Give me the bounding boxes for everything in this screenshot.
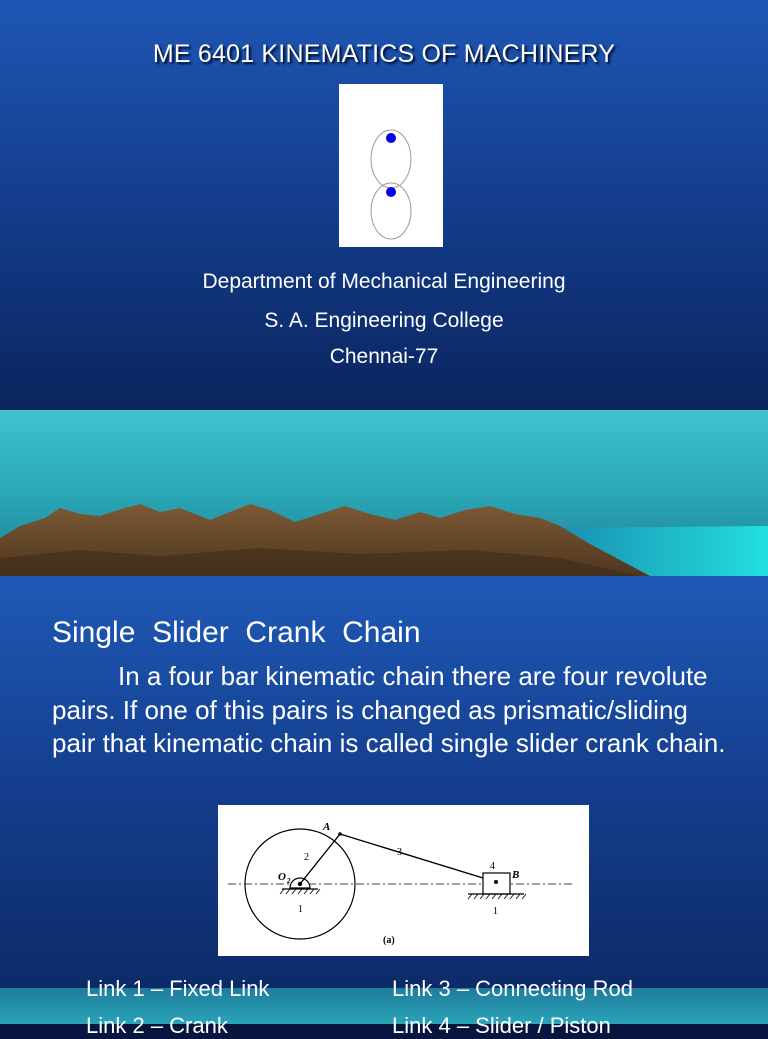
city-name: Chennai-77 bbox=[329, 345, 439, 368]
link-4-number: 4 bbox=[490, 861, 495, 872]
point-b-label: B bbox=[512, 869, 520, 881]
college-name: S. A. Engineering College bbox=[264, 309, 504, 332]
oscillating-cams-illustration bbox=[339, 84, 443, 247]
slider-crank-figure bbox=[218, 805, 589, 956]
body-paragraph: In a four bar kinematic chain there are four revolute pairs. If one of this pairs is changed as prismatic/sliding pair that kinematic chain is called single slider crank chain. bbox=[52, 661, 726, 758]
slide-body-text bbox=[52, 660, 732, 761]
course-title: ME 6401 KINEMATICS OF MACHINERY bbox=[152, 40, 616, 68]
mountain-range-icon bbox=[0, 500, 768, 576]
ground-1-right-number: 1 bbox=[493, 906, 498, 917]
pivot-o-subscript: 2 bbox=[287, 877, 291, 885]
link-4-label: Link 4 – Slider / Piston bbox=[392, 1013, 611, 1038]
figure-caption: (a) bbox=[383, 935, 395, 946]
pivot-o-label: O bbox=[278, 871, 286, 883]
link-3-number: 3 bbox=[397, 847, 402, 858]
link-3-label: Link 3 – Connecting Rod bbox=[392, 976, 633, 1001]
two-ellipses-icon bbox=[339, 84, 443, 247]
link-2-label: Link 2 – Crank bbox=[86, 1013, 228, 1038]
point-a-label: A bbox=[323, 821, 331, 833]
department-name: Department of Mechanical Engineering bbox=[202, 270, 566, 293]
slide-slider-crank bbox=[0, 576, 768, 1038]
slide-heading: Single Slider Crank Chain bbox=[52, 616, 421, 649]
link-2-number: 2 bbox=[304, 852, 309, 863]
link-1-label: Link 1 – Fixed Link bbox=[86, 976, 270, 1001]
ground-1-left-number: 1 bbox=[298, 904, 303, 915]
slider-crank-diagram bbox=[218, 805, 589, 956]
